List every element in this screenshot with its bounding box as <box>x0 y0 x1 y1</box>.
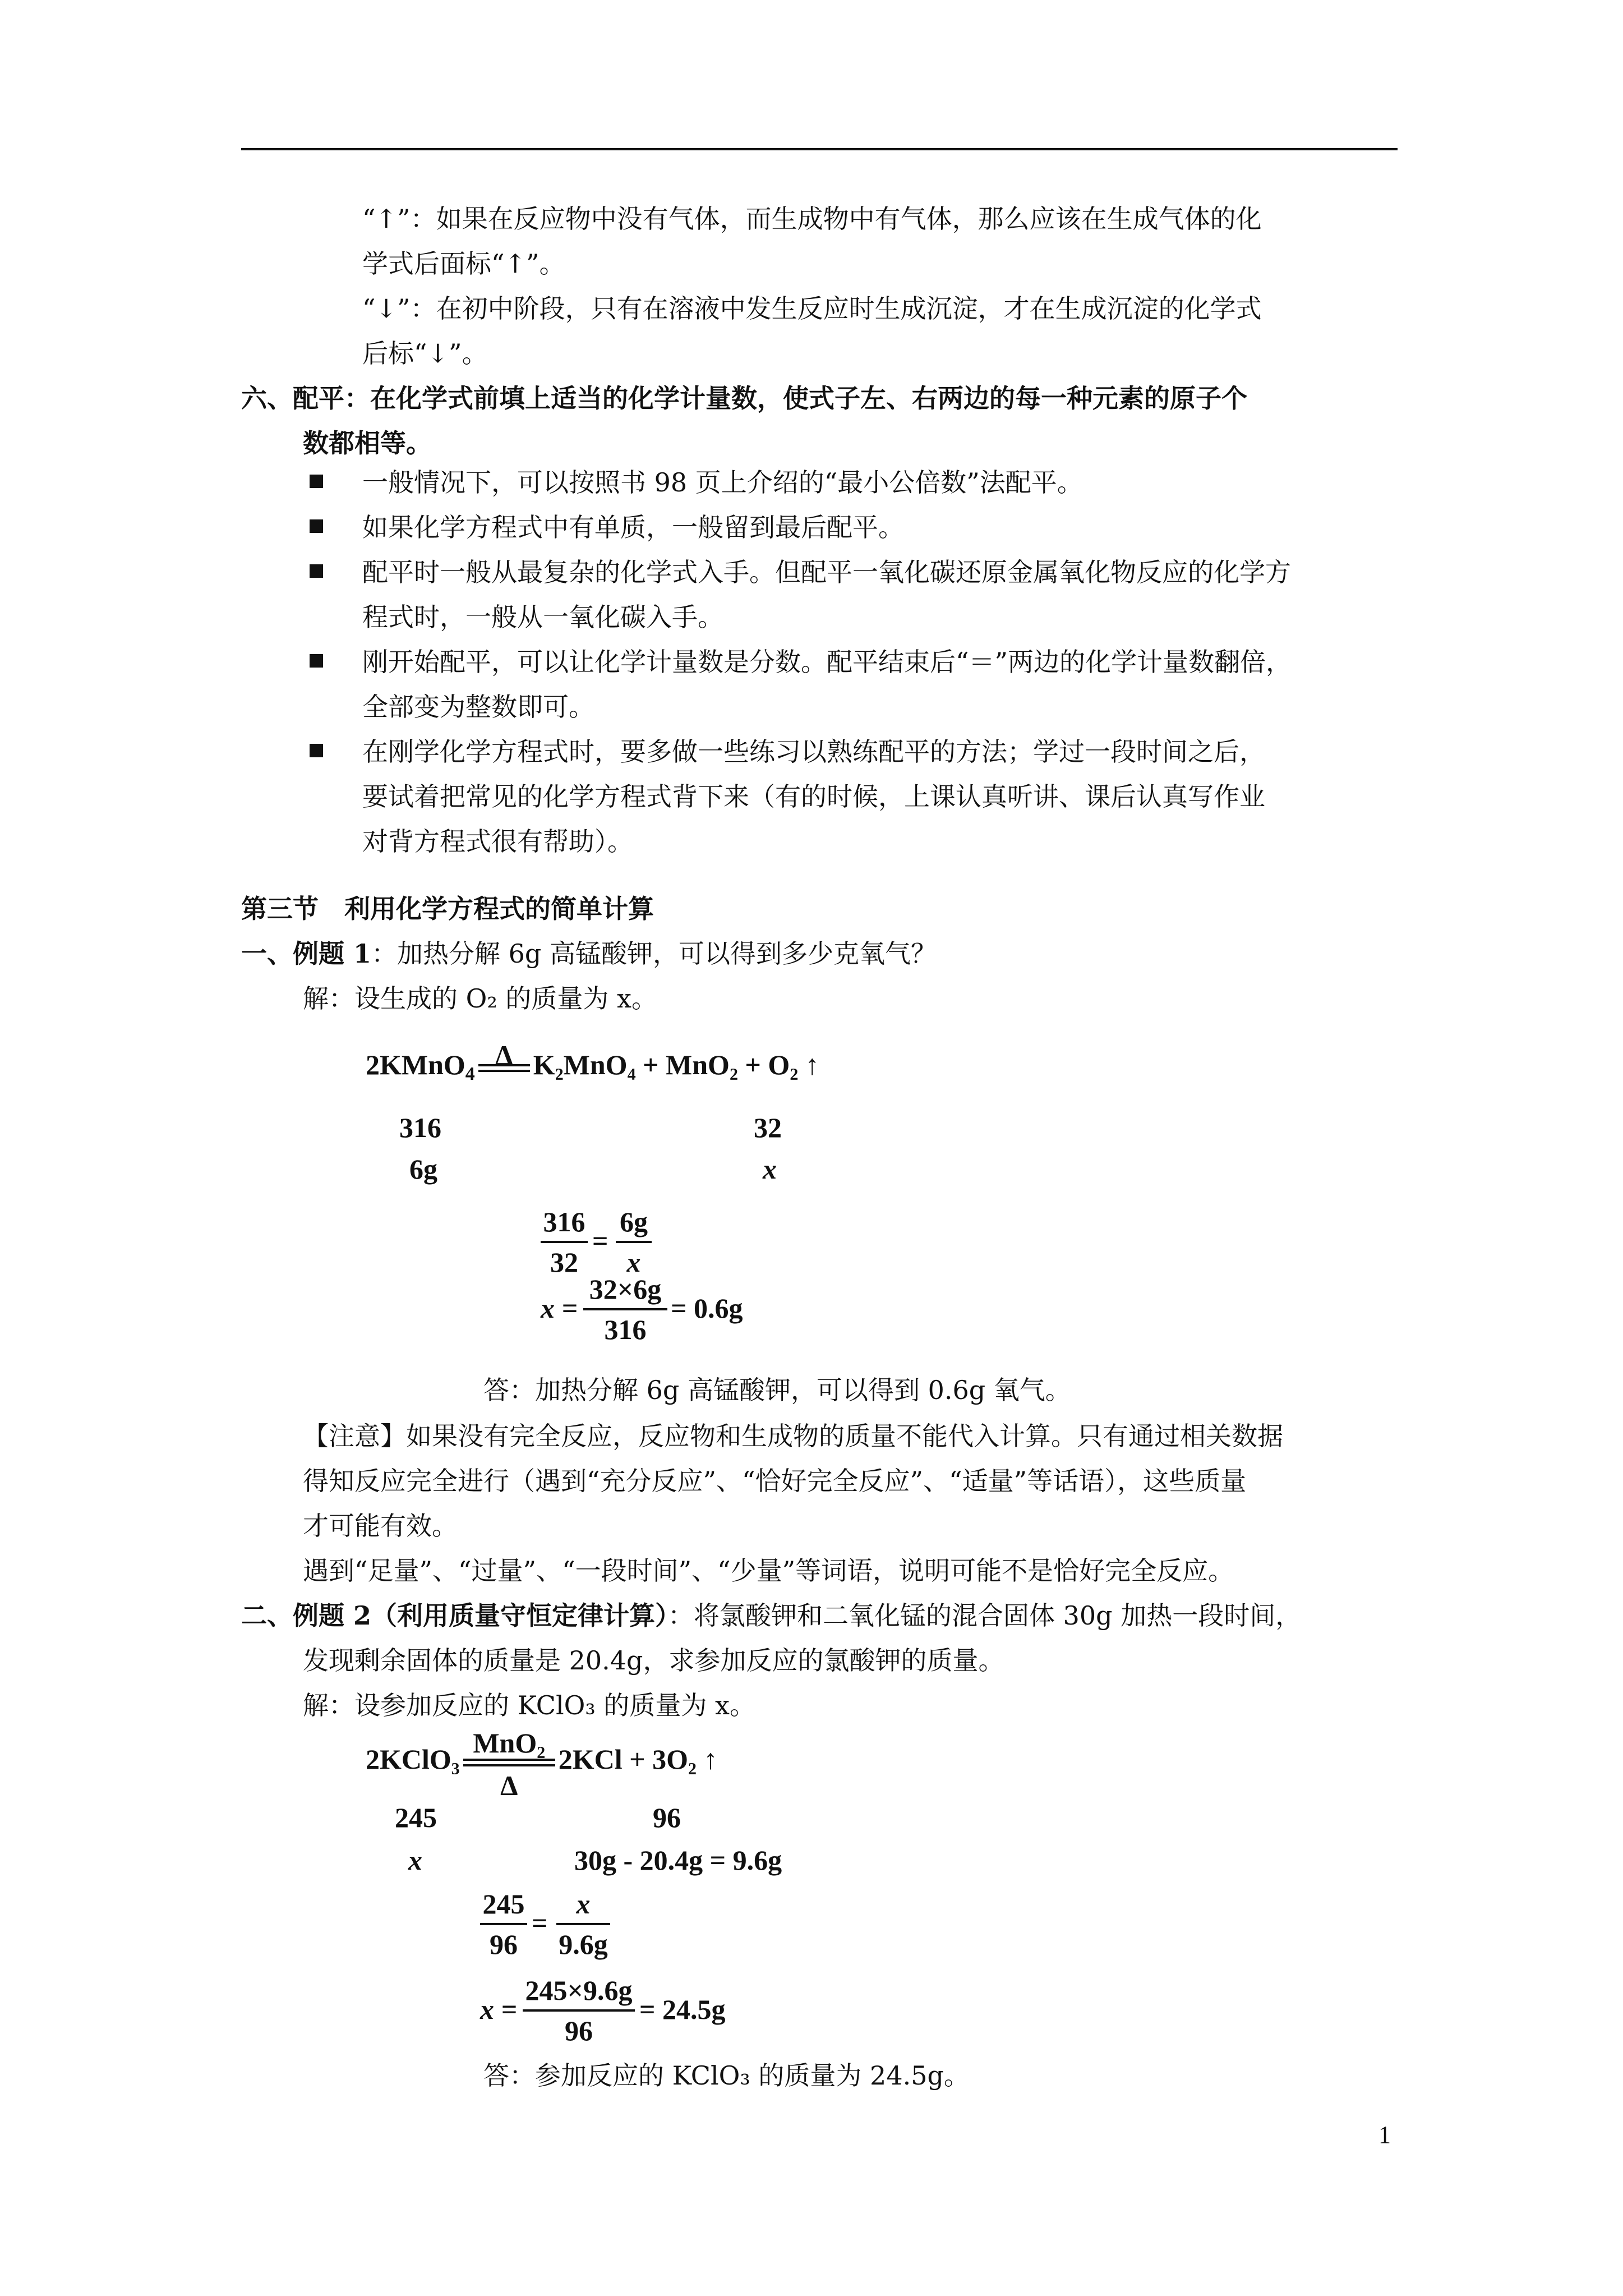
frac-bar <box>541 1241 588 1243</box>
bullet-text: 刚开始配平，可以让化学计量数是分数。配平结束后“＝”两边的化学计量数翻倍， <box>362 647 1292 677</box>
frac-numerator: x <box>576 1888 591 1920</box>
example1-question <box>241 931 937 976</box>
down-arrow-text-cont: 后标“↓”。 <box>362 338 488 369</box>
eq1-products: K₂MnO₄ + MnO₂ + O₂ ↑ <box>533 1049 819 1080</box>
eq1-calc-result: = 0.6g <box>671 1292 743 1324</box>
frac-denominator: x <box>626 1246 641 1278</box>
eq2-mass-right: 96 <box>653 1802 681 1833</box>
example2-solution-intro: 解：设参加反应的 KClO₃ 的质量为 x。 <box>303 1690 755 1720</box>
note-line: 才可能有效。 <box>303 1511 458 1541</box>
example1-label: 一、例题 1 <box>241 938 372 969</box>
eq2-products: 2KCl + 3O₂ ↑ <box>558 1743 718 1775</box>
bullet-text-cont: 要试着把常见的化学方程式背下来（有的时候，上课认真听讲、课后认真写作业 <box>362 781 1265 812</box>
eq1-calc-fraction <box>583 1272 667 1346</box>
eq1-reactant: 2KMnO <box>366 1049 465 1080</box>
bullet-square-icon <box>310 654 323 668</box>
delta-symbol: Δ <box>495 1039 513 1071</box>
frac-bar <box>616 1241 652 1243</box>
eq2-condition <box>463 1727 555 1801</box>
example1-equation <box>366 1039 819 1084</box>
eq1-calc-lhs: x = <box>541 1292 578 1324</box>
eq2-given-right: 30g - 20.4g = 9.6g <box>574 1844 782 1876</box>
bullet-text-cont: 全部变为整数即可。 <box>362 692 594 722</box>
eq2-calc-result: = 24.5g <box>639 1994 726 2025</box>
header-rule <box>241 148 1398 150</box>
bullet-text-cont: 对背方程式很有帮助）。 <box>362 826 633 857</box>
bullet-text: 如果化学方程式中有单质，一般留到最后配平。 <box>362 512 904 542</box>
up-arrow-text: “↑”：如果在反应物中没有气体，而生成物中有气体，那么应该在生成气体的化 <box>362 204 1262 234</box>
section6-heading-cont: 数都相等。 <box>303 428 432 458</box>
page-number: 1 <box>1378 2121 1391 2148</box>
frac-denominator: 316 <box>604 1314 647 1345</box>
frac-numerator: 245×9.6g <box>525 1975 633 2006</box>
example1-solution-intro: 解：设生成的 O₂ 的质量为 x。 <box>303 983 657 1014</box>
eq2-ratio-left <box>480 1887 527 1961</box>
example2-question-text: ：将氯酸钾和二氧化锰的混合固体 30g 加热一段时间， <box>668 1600 1302 1631</box>
example2-label: 二、例题 2（利用质量守恒定律计算） <box>241 1600 668 1631</box>
note-line: 得知反应完全进行（遇到“充分反应”、“恰好完全反应”、“适量”等话语），这些质量 <box>303 1466 1247 1496</box>
eq2-equals <box>463 1759 555 1766</box>
note-line: 【注意】如果没有完全反应，反应物和生成物的质量不能代入计算。只有通过相关数据 <box>303 1421 1283 1451</box>
down-arrow-text: “↓”：在初中阶段，只有在溶液中发生反应时生成沉淀，才在生成沉淀的化学式 <box>362 293 1262 324</box>
example1-answer: 答：加热分解 6g 高锰酸钾，可以得到 0.6g 氧气。 <box>483 1375 1071 1405</box>
bullet-square-icon <box>310 519 323 533</box>
eq1-mass-right: 32 <box>754 1112 782 1143</box>
eq1-ratio-right <box>616 1205 652 1279</box>
eq1-condition <box>478 1039 530 1072</box>
eq2-mass-left: 245 <box>395 1802 437 1833</box>
frac-numerator: 6g <box>620 1206 648 1237</box>
frac-bar <box>583 1308 667 1310</box>
example2-equation <box>366 1727 718 1801</box>
section3-title: 第三节 利用化学方程式的简单计算 <box>241 894 654 924</box>
eq1-given-left: 6g <box>409 1153 437 1185</box>
note-line: 遇到“足量”、“过量”、“一段时间”、“少量”等词语，说明可能不是恰好完全反应。 <box>303 1556 1234 1586</box>
frac-bar <box>556 1923 610 1925</box>
eq1-reactant-sub: 4 <box>465 1064 475 1084</box>
bullet-square-icon <box>310 744 323 757</box>
eq2-given-left: x <box>408 1844 422 1876</box>
frac-denominator: 9.6g <box>559 1929 608 1960</box>
bullet-text: 一般情况下，可以按照书 98 页上介绍的“最小公倍数”法配平。 <box>362 467 1083 498</box>
bullet-square-icon <box>310 475 323 488</box>
example2-question <box>241 1593 1301 1638</box>
frac-bar <box>523 2009 635 2012</box>
frac-denominator: 32 <box>550 1246 578 1278</box>
equals-sign: = <box>592 1225 608 1257</box>
section6-heading: 六、配平：在化学式前填上适当的化学计量数，使式子左、右两边的每一种元素的原子个 <box>241 383 1247 413</box>
frac-numerator: 245 <box>482 1888 525 1920</box>
example1-question-text: ：加热分解 6g 高锰酸钾，可以得到多少克氧气？ <box>371 938 937 969</box>
example2-question-cont: 发现剩余固体的质量是 20.4g，求参加反应的氯酸钾的质量。 <box>303 1645 1004 1676</box>
eq2-reactant: 2KClO₃ <box>366 1743 460 1775</box>
bullet-square-icon <box>310 564 323 578</box>
frac-numerator: 316 <box>543 1206 585 1237</box>
equals-sign: = <box>532 1907 548 1939</box>
eq2-ratio-right <box>556 1887 610 1961</box>
bullet-text-cont: 程式时，一般从一氧化碳入手。 <box>362 602 723 632</box>
bullet-text: 在刚学化学方程式时，要多做一些练习以熟练配平的方法；学过一段时间之后， <box>362 737 1265 767</box>
delta-symbol: Δ <box>500 1769 518 1801</box>
frac-numerator: 32×6g <box>589 1273 662 1305</box>
eq1-ratio-left <box>541 1205 588 1279</box>
frac-denominator: 96 <box>490 1929 518 1960</box>
eq1-mass-left: 316 <box>399 1112 441 1143</box>
up-arrow-text-cont: 学式后面标“↑”。 <box>362 249 565 279</box>
frac-denominator: 96 <box>565 2015 593 2046</box>
eq2-calc-fraction <box>523 1973 635 2047</box>
catalyst-label: MnO₂ <box>473 1727 546 1759</box>
frac-bar <box>480 1923 527 1925</box>
example2-answer: 答：参加反应的 KClO₃ 的质量为 24.5g。 <box>483 2060 970 2091</box>
eq2-calc-lhs: x = <box>480 1994 517 2025</box>
bullet-text: 配平时一般从最复杂的化学式入手。但配平一氧化碳还原金属氧化物反应的化学方 <box>362 557 1291 587</box>
eq1-given-right: x <box>763 1153 777 1185</box>
